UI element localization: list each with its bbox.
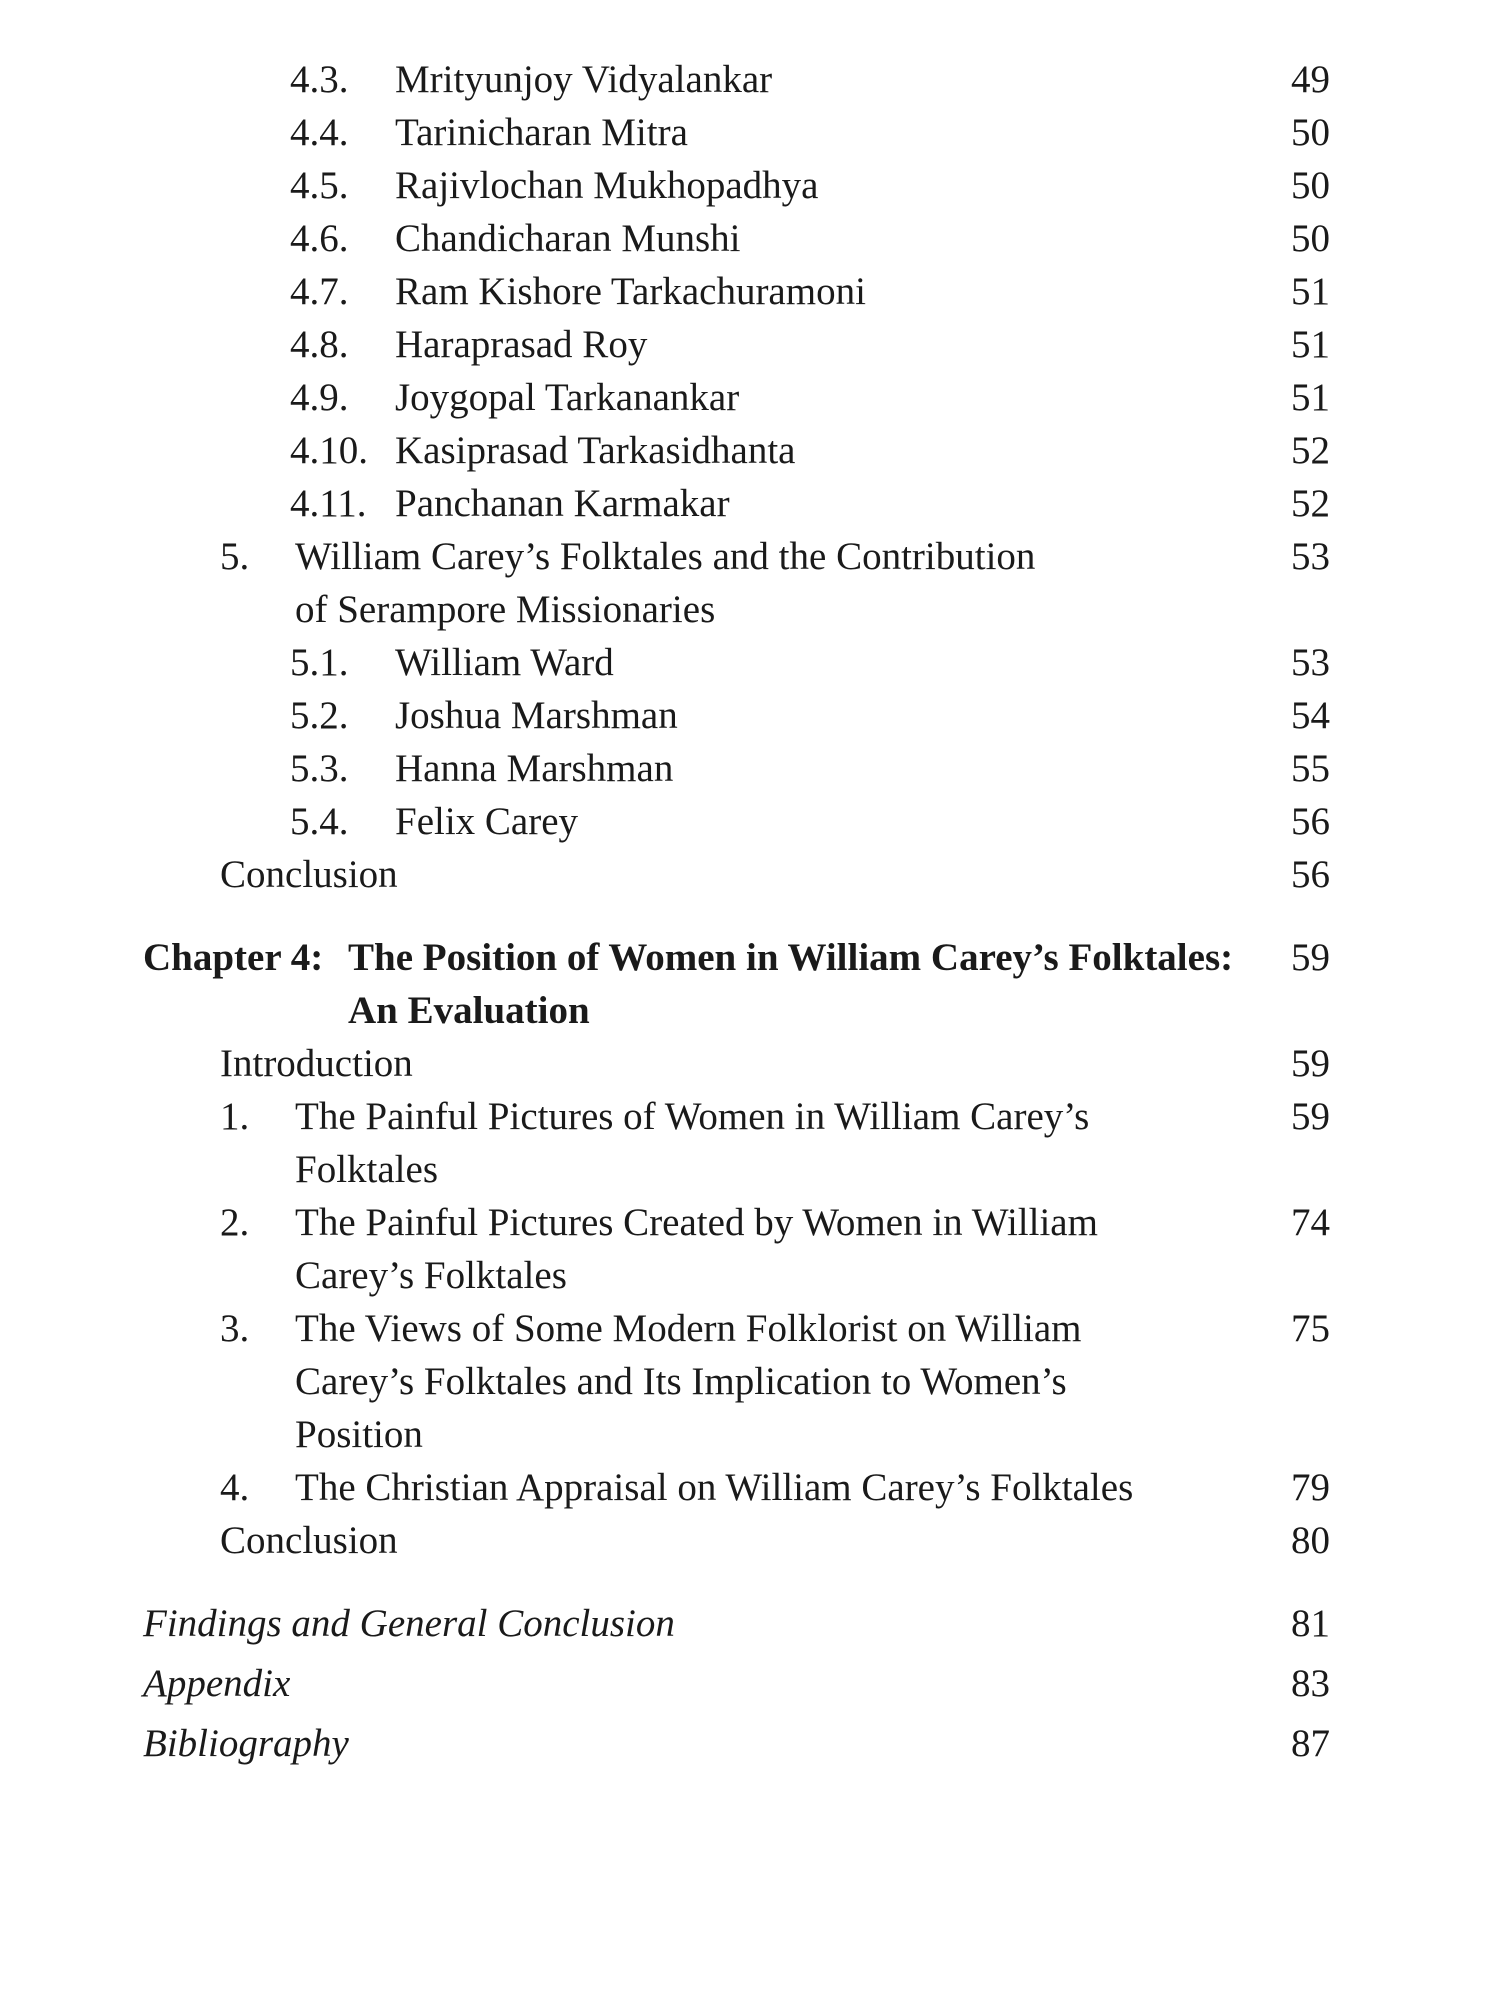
toc-title: William Carey’s Folktales and the Contribution xyxy=(295,535,1036,578)
toc-number: 1. xyxy=(220,1095,250,1138)
toc-entry-5-1 xyxy=(0,643,1500,688)
toc-title: The Views of Some Modern Folklorist on William xyxy=(295,1307,1082,1350)
toc-title: Panchanan Karmakar xyxy=(395,482,730,525)
toc-entry-ch4-3 xyxy=(0,1309,1500,1354)
toc-number: 4. xyxy=(220,1466,250,1509)
toc-title: Findings and General Conclusion xyxy=(143,1602,675,1645)
toc-title: Appendix xyxy=(143,1662,291,1705)
toc-entry-4-11 xyxy=(0,484,1500,529)
toc-number: 3. xyxy=(220,1307,250,1350)
toc-title: William Ward xyxy=(395,641,614,684)
toc-page-number: 52 xyxy=(1291,429,1330,472)
toc-entry-ch4-4 xyxy=(0,1468,1500,1513)
toc-number: 4.8. xyxy=(290,323,349,366)
toc-title: The Christian Appraisal on William Carey’s Folktales xyxy=(295,1466,1134,1509)
toc-page-number: 50 xyxy=(1291,164,1330,207)
toc-page-number: 54 xyxy=(1291,694,1330,737)
toc-entry-ch3-conclusion xyxy=(0,855,1500,900)
toc-page-number: 83 xyxy=(1291,1662,1330,1705)
toc-page-number: 59 xyxy=(1291,1095,1330,1138)
toc-entry-ch4-1 xyxy=(0,1097,1500,1142)
toc-number: 4.9. xyxy=(290,376,349,419)
toc-chapter-4-continued xyxy=(0,991,1500,1036)
toc-number: 4.5. xyxy=(290,164,349,207)
toc-number: 4.7. xyxy=(290,270,349,313)
toc-page-number: 79 xyxy=(1291,1466,1330,1509)
toc-page-number: 50 xyxy=(1291,111,1330,154)
toc-title: Hanna Marshman xyxy=(395,747,674,790)
toc-title: Ram Kishore Tarkachuramoni xyxy=(395,270,866,313)
toc-page-number: 81 xyxy=(1291,1602,1330,1645)
toc-entry-4-6 xyxy=(0,219,1500,264)
toc-number: 5.2. xyxy=(290,694,349,737)
toc-entry-5-continued xyxy=(0,590,1500,635)
toc-number: 5.3. xyxy=(290,747,349,790)
toc-title: Mrityunjoy Vidyalankar xyxy=(395,58,773,101)
toc-entry-4-9 xyxy=(0,378,1500,423)
toc-entry-ch4-1-continued xyxy=(0,1150,1500,1195)
chapter-label: Chapter 4: xyxy=(143,936,324,979)
toc-title: Tarinicharan Mitra xyxy=(395,111,688,154)
toc-number: 5.1. xyxy=(290,641,349,684)
toc-entry-4-4 xyxy=(0,113,1500,158)
toc-page-number: 87 xyxy=(1291,1722,1330,1765)
toc-entry-ch4-introduction xyxy=(0,1044,1500,1089)
toc-number: 5.4. xyxy=(290,800,349,843)
toc-number: 4.6. xyxy=(290,217,349,260)
toc-title-continued: Carey’s Folktales xyxy=(295,1254,567,1297)
toc-entry-4-3 xyxy=(0,60,1500,105)
toc-page-number: 75 xyxy=(1291,1307,1330,1350)
toc-chapter-4 xyxy=(0,938,1500,983)
toc-title: The Painful Pictures of Women in William Carey’s xyxy=(295,1095,1090,1138)
toc-page-number: 59 xyxy=(1291,936,1330,979)
toc-entry-findings xyxy=(0,1604,1500,1649)
toc-entry-ch4-2 xyxy=(0,1203,1500,1248)
toc-title: Kasiprasad Tarkasidhanta xyxy=(395,429,796,472)
toc-page-number: 56 xyxy=(1291,800,1330,843)
toc-entry-4-5 xyxy=(0,166,1500,211)
toc-page-number: 49 xyxy=(1291,58,1330,101)
toc-page-number: 80 xyxy=(1291,1519,1330,1562)
toc-title: Conclusion xyxy=(220,853,398,896)
toc-title: Joygopal Tarkanankar xyxy=(395,376,740,419)
toc-title: Bibliography xyxy=(143,1722,349,1765)
toc-page-number: 51 xyxy=(1291,270,1330,313)
toc-title: Haraprasad Roy xyxy=(395,323,648,366)
toc-title: Chandicharan Munshi xyxy=(395,217,741,260)
toc-page-number: 59 xyxy=(1291,1042,1330,1085)
toc-page-number: 56 xyxy=(1291,853,1330,896)
chapter-title: The Position of Women in William Carey’s Folktales: xyxy=(348,936,1234,979)
toc-title-continued: Folktales xyxy=(295,1148,438,1191)
toc-number: 4.3. xyxy=(290,58,349,101)
toc-number: 5. xyxy=(220,535,250,578)
toc-page-number: 74 xyxy=(1291,1201,1330,1244)
toc-entry-5-3 xyxy=(0,749,1500,794)
toc-page-number: 53 xyxy=(1291,535,1330,578)
toc-entry-4-8 xyxy=(0,325,1500,370)
toc-number: 2. xyxy=(220,1201,250,1244)
toc-title: Conclusion xyxy=(220,1519,398,1562)
toc-entry-bibliography xyxy=(0,1724,1500,1769)
toc-page-number: 50 xyxy=(1291,217,1330,260)
toc-entry-appendix xyxy=(0,1664,1500,1709)
toc-entry-ch4-2-continued xyxy=(0,1256,1500,1301)
toc-entry-ch4-3-continued-b xyxy=(0,1415,1500,1460)
toc-entry-4-10 xyxy=(0,431,1500,476)
toc-title-continued: of Serampore Missionaries xyxy=(295,588,716,631)
toc-number: 4.4. xyxy=(290,111,349,154)
toc-title: The Painful Pictures Created by Women in William xyxy=(295,1201,1098,1244)
chapter-title-continued: An Evaluation xyxy=(348,989,590,1032)
toc-entry-ch4-3-continued-a xyxy=(0,1362,1500,1407)
toc-page-number: 53 xyxy=(1291,641,1330,684)
toc-title: Introduction xyxy=(220,1042,413,1085)
toc-page-number: 51 xyxy=(1291,376,1330,419)
toc-title-continued: Position xyxy=(295,1413,423,1456)
toc-page-number: 55 xyxy=(1291,747,1330,790)
toc-entry-ch4-conclusion xyxy=(0,1521,1500,1566)
toc-page-number: 51 xyxy=(1291,323,1330,366)
toc-entry-5-2 xyxy=(0,696,1500,741)
toc-number: 4.10. xyxy=(290,429,368,472)
toc-number: 4.11. xyxy=(290,482,367,525)
toc-page-number: 52 xyxy=(1291,482,1330,525)
toc-title-continued: Carey’s Folktales and Its Implication to Women’s xyxy=(295,1360,1067,1403)
toc-entry-5 xyxy=(0,537,1500,582)
toc-title: Felix Carey xyxy=(395,800,579,843)
toc-entry-5-4 xyxy=(0,802,1500,847)
toc-title: Joshua Marshman xyxy=(395,694,678,737)
toc-title: Rajivlochan Mukhopadhya xyxy=(395,164,819,207)
toc-entry-4-7 xyxy=(0,272,1500,317)
